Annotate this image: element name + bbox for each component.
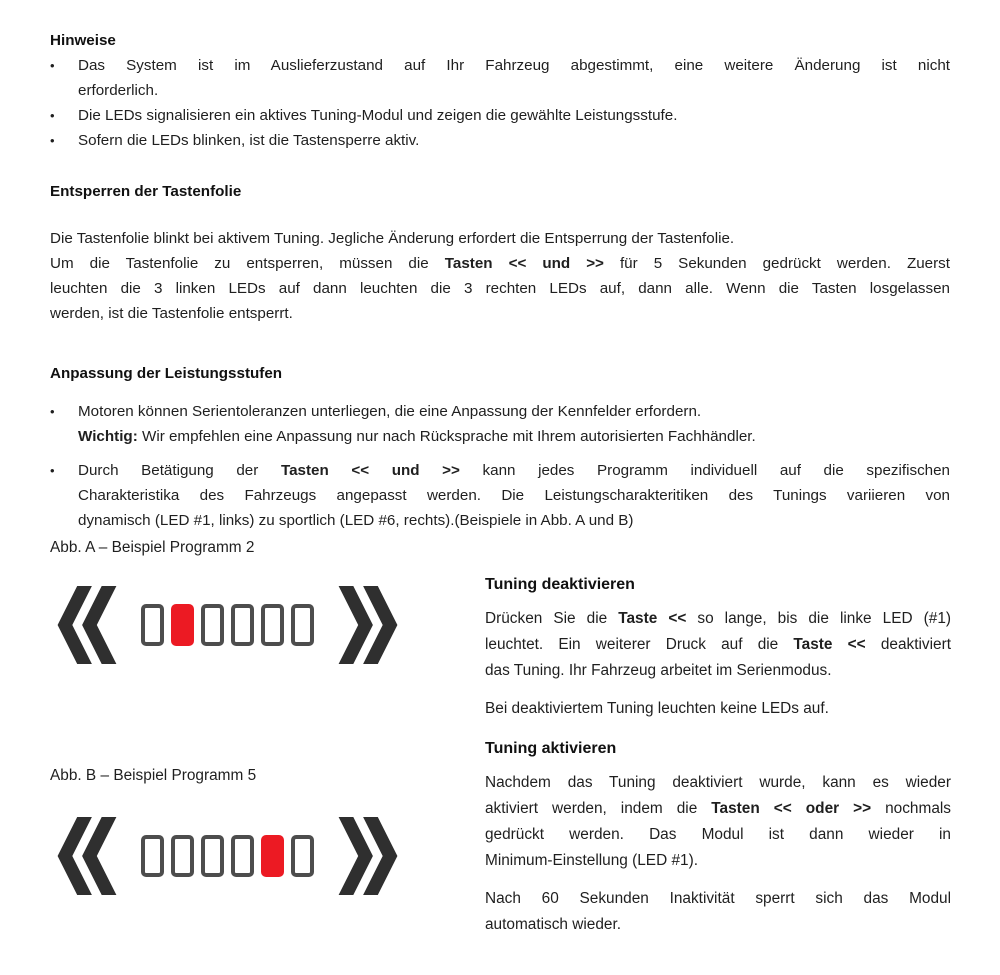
text-segment: deaktiviert <box>865 636 951 653</box>
text-segment: Taste << <box>618 610 687 627</box>
text-segment: aktiviert werden, indem die <box>485 800 712 817</box>
text-line <box>78 53 950 78</box>
paragraph <box>485 770 951 874</box>
paragraph <box>485 886 951 938</box>
instruction-section <box>485 572 951 722</box>
text-segment: werden, ist die Tastenfolie entsperrt. <box>50 305 293 322</box>
bullet-list <box>50 399 950 533</box>
text-segment: Nachdem das Tuning deaktiviert wurde, kann es wieder <box>485 774 951 791</box>
led-inactive <box>201 604 224 646</box>
bullet-text <box>78 103 950 128</box>
text-line <box>485 886 951 912</box>
text-line <box>50 226 950 251</box>
double-chevron-left-icon <box>52 817 122 895</box>
bullet-text <box>78 399 950 449</box>
text-line <box>78 458 950 483</box>
bullet-item <box>50 458 950 533</box>
text-segment: Bei deaktiviertem Tuning leuchten keine LEDs auf. <box>485 700 829 717</box>
led-strip <box>141 604 314 646</box>
paragraph <box>485 696 951 722</box>
bullet-icon: • <box>50 108 55 123</box>
text-segment: Nach 60 Sekunden Inaktivität sperrt sich das Modul <box>485 890 951 907</box>
double-chevron-right-icon <box>333 586 403 664</box>
text-line <box>78 424 950 449</box>
text-line <box>78 103 950 128</box>
section-heading: Hinweise <box>50 32 116 49</box>
led-active <box>171 604 194 646</box>
text-segment: Tasten << und >> <box>280 462 460 479</box>
text-segment: das Tuning. Ihr Fahrzeug arbeitet im Serienmodus. <box>485 662 832 679</box>
section-heading: Entsperren der Tastenfolie <box>50 183 242 200</box>
bullet-item <box>50 399 950 449</box>
led-inactive <box>141 604 164 646</box>
bullet-icon: • <box>50 58 55 73</box>
bullet-list <box>50 53 950 153</box>
text-line <box>78 399 950 424</box>
text-line <box>78 483 950 508</box>
text-line <box>50 276 950 301</box>
paragraph <box>485 606 951 684</box>
led-inactive <box>261 604 284 646</box>
text-segment: für 5 Sekunden gedrückt werden. Zuerst <box>603 255 950 272</box>
led-inactive <box>141 835 164 877</box>
paragraph <box>50 226 950 326</box>
figure-a-graphic <box>52 585 403 665</box>
figure-b-caption: Abb. B – Beispiel Programm 5 <box>50 767 257 784</box>
bullet-item <box>50 128 950 153</box>
led-inactive <box>171 835 194 877</box>
led-inactive <box>231 835 254 877</box>
led-inactive <box>231 604 254 646</box>
text-segment: Taste << <box>793 636 866 653</box>
text-segment: gedrückt werden. Das Modul ist dann wieder in <box>485 826 951 843</box>
text-line <box>50 301 950 326</box>
text-line <box>485 606 951 632</box>
text-segment: kann jedes Programm individuell auf die spezifischen <box>459 462 951 479</box>
text-segment: leuchtet. Ein weiterer Druck auf die <box>485 636 794 653</box>
text-line <box>485 696 951 722</box>
instruction-heading: Tuning aktivieren <box>485 740 617 757</box>
led-inactive <box>201 835 224 877</box>
instruction-section <box>485 736 951 938</box>
led-active <box>261 835 284 877</box>
text-line <box>485 658 951 684</box>
text-segment: Charakteristika des Fahrzeugs angepasst werden. Die Leistungscharakteritiken des Tunings variieren von <box>78 487 950 504</box>
text-segment: so lange, bis die linke LED (#1) <box>686 610 952 627</box>
figure-a-caption: Abb. A – Beispiel Programm 2 <box>50 539 255 556</box>
text-segment: dynamisch (LED #1, links) zu sportlich (LED #6, rechts).(Beispiele in Abb. A und B) <box>78 512 634 529</box>
bullet-icon: • <box>50 463 55 478</box>
figures-and-instructions <box>0 533 1000 953</box>
instructions-column <box>485 572 951 938</box>
bullet-item <box>50 103 950 128</box>
bullet-text <box>78 128 950 153</box>
double-chevron-right-icon <box>333 817 403 895</box>
text-segment: Wir empfehlen eine Anpassung nur nach Rücksprache mit Ihrem autorisierten Fachhändler. <box>137 428 756 445</box>
text-segment: Wichtig: <box>78 428 138 445</box>
led-inactive <box>291 604 314 646</box>
text-segment: Sofern die LEDs blinken, ist die Tastensperre aktiv. <box>78 132 420 149</box>
text-segment: automatisch wieder. <box>485 916 622 933</box>
led-inactive <box>291 835 314 877</box>
double-chevron-left-icon <box>52 586 122 664</box>
text-segment: Die LEDs signalisieren ein aktives Tuning-Modul und zeigen die gewählte Leistungsstufe. <box>78 107 678 124</box>
bullet-icon: • <box>50 404 55 419</box>
bullet-text <box>78 53 950 103</box>
text-line <box>485 796 951 822</box>
figure-b-graphic <box>52 816 403 896</box>
text-segment: nochmals <box>871 800 951 817</box>
text-segment: Tasten << und >> <box>444 255 604 272</box>
text-segment: Die Tastenfolie blinkt bei aktivem Tuning. Jegliche Änderung erfordert die Entsperrung der Tastenfolie. <box>50 230 735 247</box>
text-segment: erforderlich. <box>78 82 159 99</box>
text-line <box>485 632 951 658</box>
text-segment: leuchten die 3 linken LEDs auf dann leuchten die 3 rechten LEDs auf, dann alle. Wenn die Tasten losgelassen <box>50 280 950 297</box>
text-line <box>485 822 951 848</box>
bullet-item <box>50 53 950 103</box>
text-line <box>485 848 951 874</box>
text-segment: Durch Betätigung der <box>78 462 281 479</box>
text-line <box>78 78 950 103</box>
text-line <box>485 770 951 796</box>
text-line <box>50 251 950 276</box>
led-strip <box>141 835 314 877</box>
text-segment: Minimum-Einstellung (LED #1). <box>485 852 698 869</box>
text-segment: Das System ist im Auslieferzustand auf Ihr Fahrzeug abgestimmt, eine weitere Änderung ist nicht <box>78 57 950 74</box>
bullet-text <box>78 458 950 533</box>
text-segment: Drücken Sie die <box>485 610 619 627</box>
section-heading: Anpassung der Leistungsstufen <box>50 365 283 382</box>
instruction-heading: Tuning deaktivieren <box>485 576 635 593</box>
text-line <box>78 508 950 533</box>
text-line <box>485 912 951 938</box>
text-segment: Tasten << oder >> <box>711 800 872 817</box>
text-segment: Motoren können Serientoleranzen unterliegen, die eine Anpassung der Kennfelder erfordern. <box>78 403 702 420</box>
text-segment: Um die Tastenfolie zu entsperren, müssen die <box>50 255 445 272</box>
bullet-icon: • <box>50 133 55 148</box>
text-line <box>78 128 950 153</box>
